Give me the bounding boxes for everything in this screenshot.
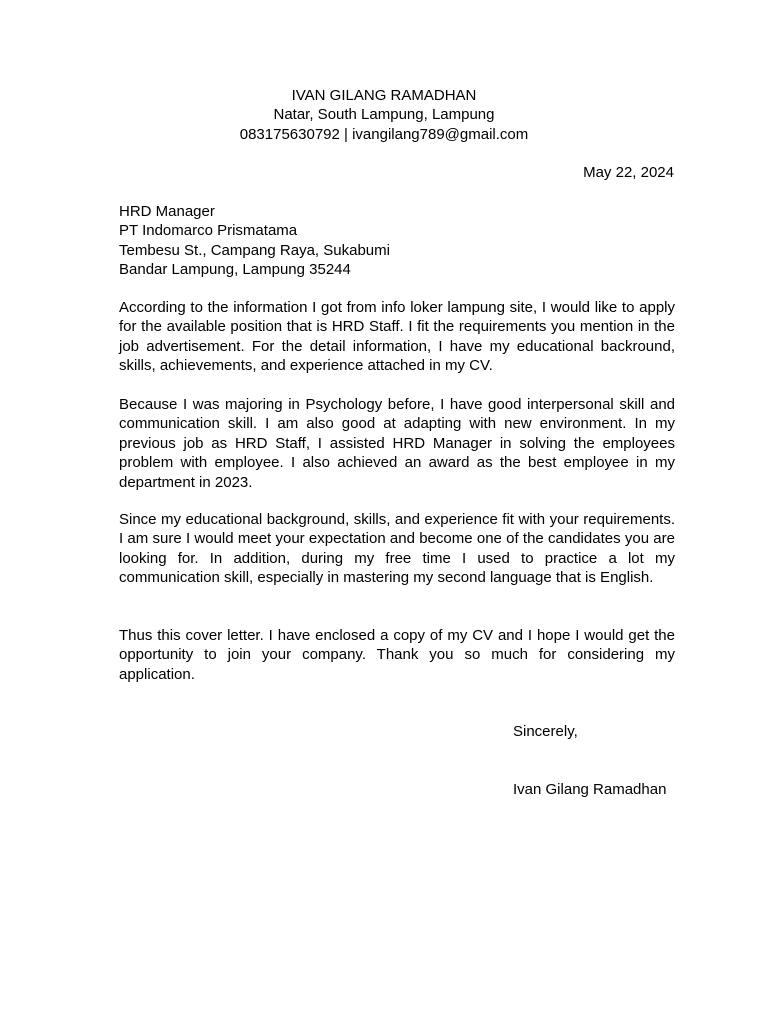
signature-name: Ivan Gilang Ramadhan bbox=[513, 781, 667, 798]
sender-name: IVAN GILANG RAMADHAN bbox=[291, 87, 477, 104]
sender-contact: 083175630792 | ivangilang789@gmail.com bbox=[239, 125, 529, 143]
recipient-block bbox=[119, 202, 390, 280]
recipient-city: Bandar Lampung, Lampung 35244 bbox=[119, 261, 351, 279]
closing-salutation: Sincerely, bbox=[513, 723, 578, 740]
body-paragraph-4: Thus this cover letter. I have enclosed a copy of my CV and I hope I would get the opportunity to join your company. Thank you so much for considering my application. bbox=[119, 627, 675, 683]
sender-address: Natar, South Lampung, Lampung bbox=[273, 106, 495, 124]
recipient-company: PT Indomarco Prismatama bbox=[119, 222, 298, 240]
body-paragraph-3: Since my educational background, skills, and experience fit with your requirements. I am sure I would meet your expectation and become one of the candidates you are looking for. In addition, during my free time I used to practice a lot my communication skill, especially in mastering my second language that is English. bbox=[119, 511, 675, 587]
body-paragraph-2: Because I was majoring in Psychology before, I have good interpersonal skill and communication skill. I am also good at adapting with new environment. In my previous job as HRD Staff, I assisted HRD Manager in solving the employees problem with employee. I also achieved an award as the best employee in my department in 2023. bbox=[119, 396, 675, 491]
recipient-street: Tembesu St., Campang Raya, Sukabumi bbox=[119, 241, 390, 259]
body-paragraph-1: According to the information I got from info loker lampung site, I would like to apply for the available position that is HRD Staff. I fit the requirements you mention in the job advertisement. For the detail information, I have my educational backround, skills, achievements, and experience attached in my CV. bbox=[119, 299, 675, 375]
recipient-title: HRD Manager bbox=[119, 203, 215, 220]
sender-header bbox=[0, 86, 768, 144]
letter-date: May 22, 2024 bbox=[583, 164, 674, 181]
